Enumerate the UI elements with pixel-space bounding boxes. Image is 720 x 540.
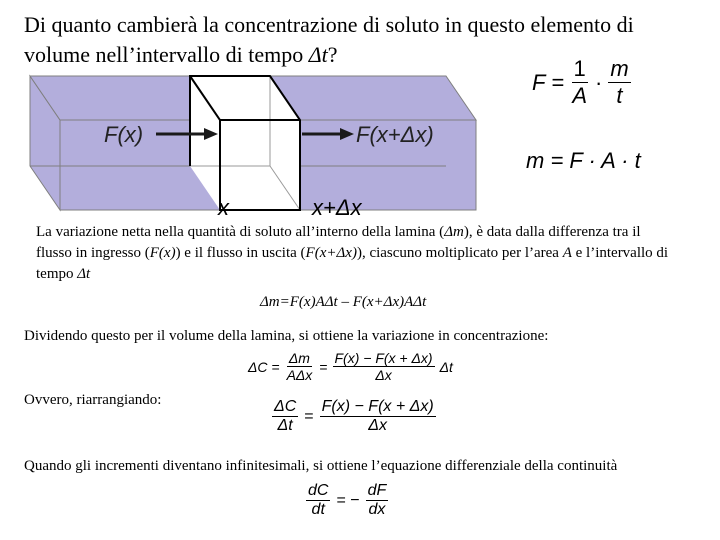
flux-in-label: F(x) xyxy=(104,122,144,147)
x-plus-dx-label: x+Δx xyxy=(312,195,362,220)
paragraph-net-change: La variazione netta nella quantità di soluto all’interno della lamina (Δm), è data dalla differenza tra il flusso in ingresso (F(x)) e il flusso in uscita (F(x+Δx)), ciascuno moltiplicato per l’area A e l’intervallo di tempo Δt xyxy=(36,224,669,282)
equation-concentration-change: ΔC = $\frac{\Delta m}{\text{AΔx}}$ = $\frac{F(x) - F(x + \Delta x)}{\Delta x}$ Δt xyxy=(248,350,453,383)
paragraph-divide-volume: Dividendo questo per il volume della lamina, si ottiene la variazione in concentrazione: xyxy=(24,328,549,344)
slab-diagram xyxy=(28,72,488,222)
equation-mass-change: Δm=F(x)AΔt – F(x+Δx)AΔt xyxy=(260,294,427,310)
flux-formula: F = $\frac{1}{A}$ · $\frac{m}{t}$ xyxy=(532,56,629,108)
paragraph-rearranging: Ovvero, riarrangiando: xyxy=(24,392,162,408)
equation-rearranged: $\frac{\Delta C}{\Delta t}$ = $\frac{F(x) - F(x + \Delta x)}{\Delta x}$ xyxy=(274,398,434,434)
paragraph-infinitesimal: Quando gli incrementi diventano infinitesimali, si ottiene l’equazione differenziale della continuità xyxy=(24,458,618,474)
x-label: x xyxy=(218,195,229,220)
title-line-1: Di quanto cambierà la concentrazione di soluto in questo elemento di xyxy=(24,12,634,37)
title-line-2: volume nell’intervallo di tempo Δt? xyxy=(24,42,338,67)
flux-out-label: F(x+Δx) xyxy=(356,122,434,147)
mass-formula: m = F · A · t xyxy=(526,148,641,173)
equation-continuity: $\frac{dC}{dt}$ = − $\frac{dF}{dx}$ xyxy=(308,482,387,518)
